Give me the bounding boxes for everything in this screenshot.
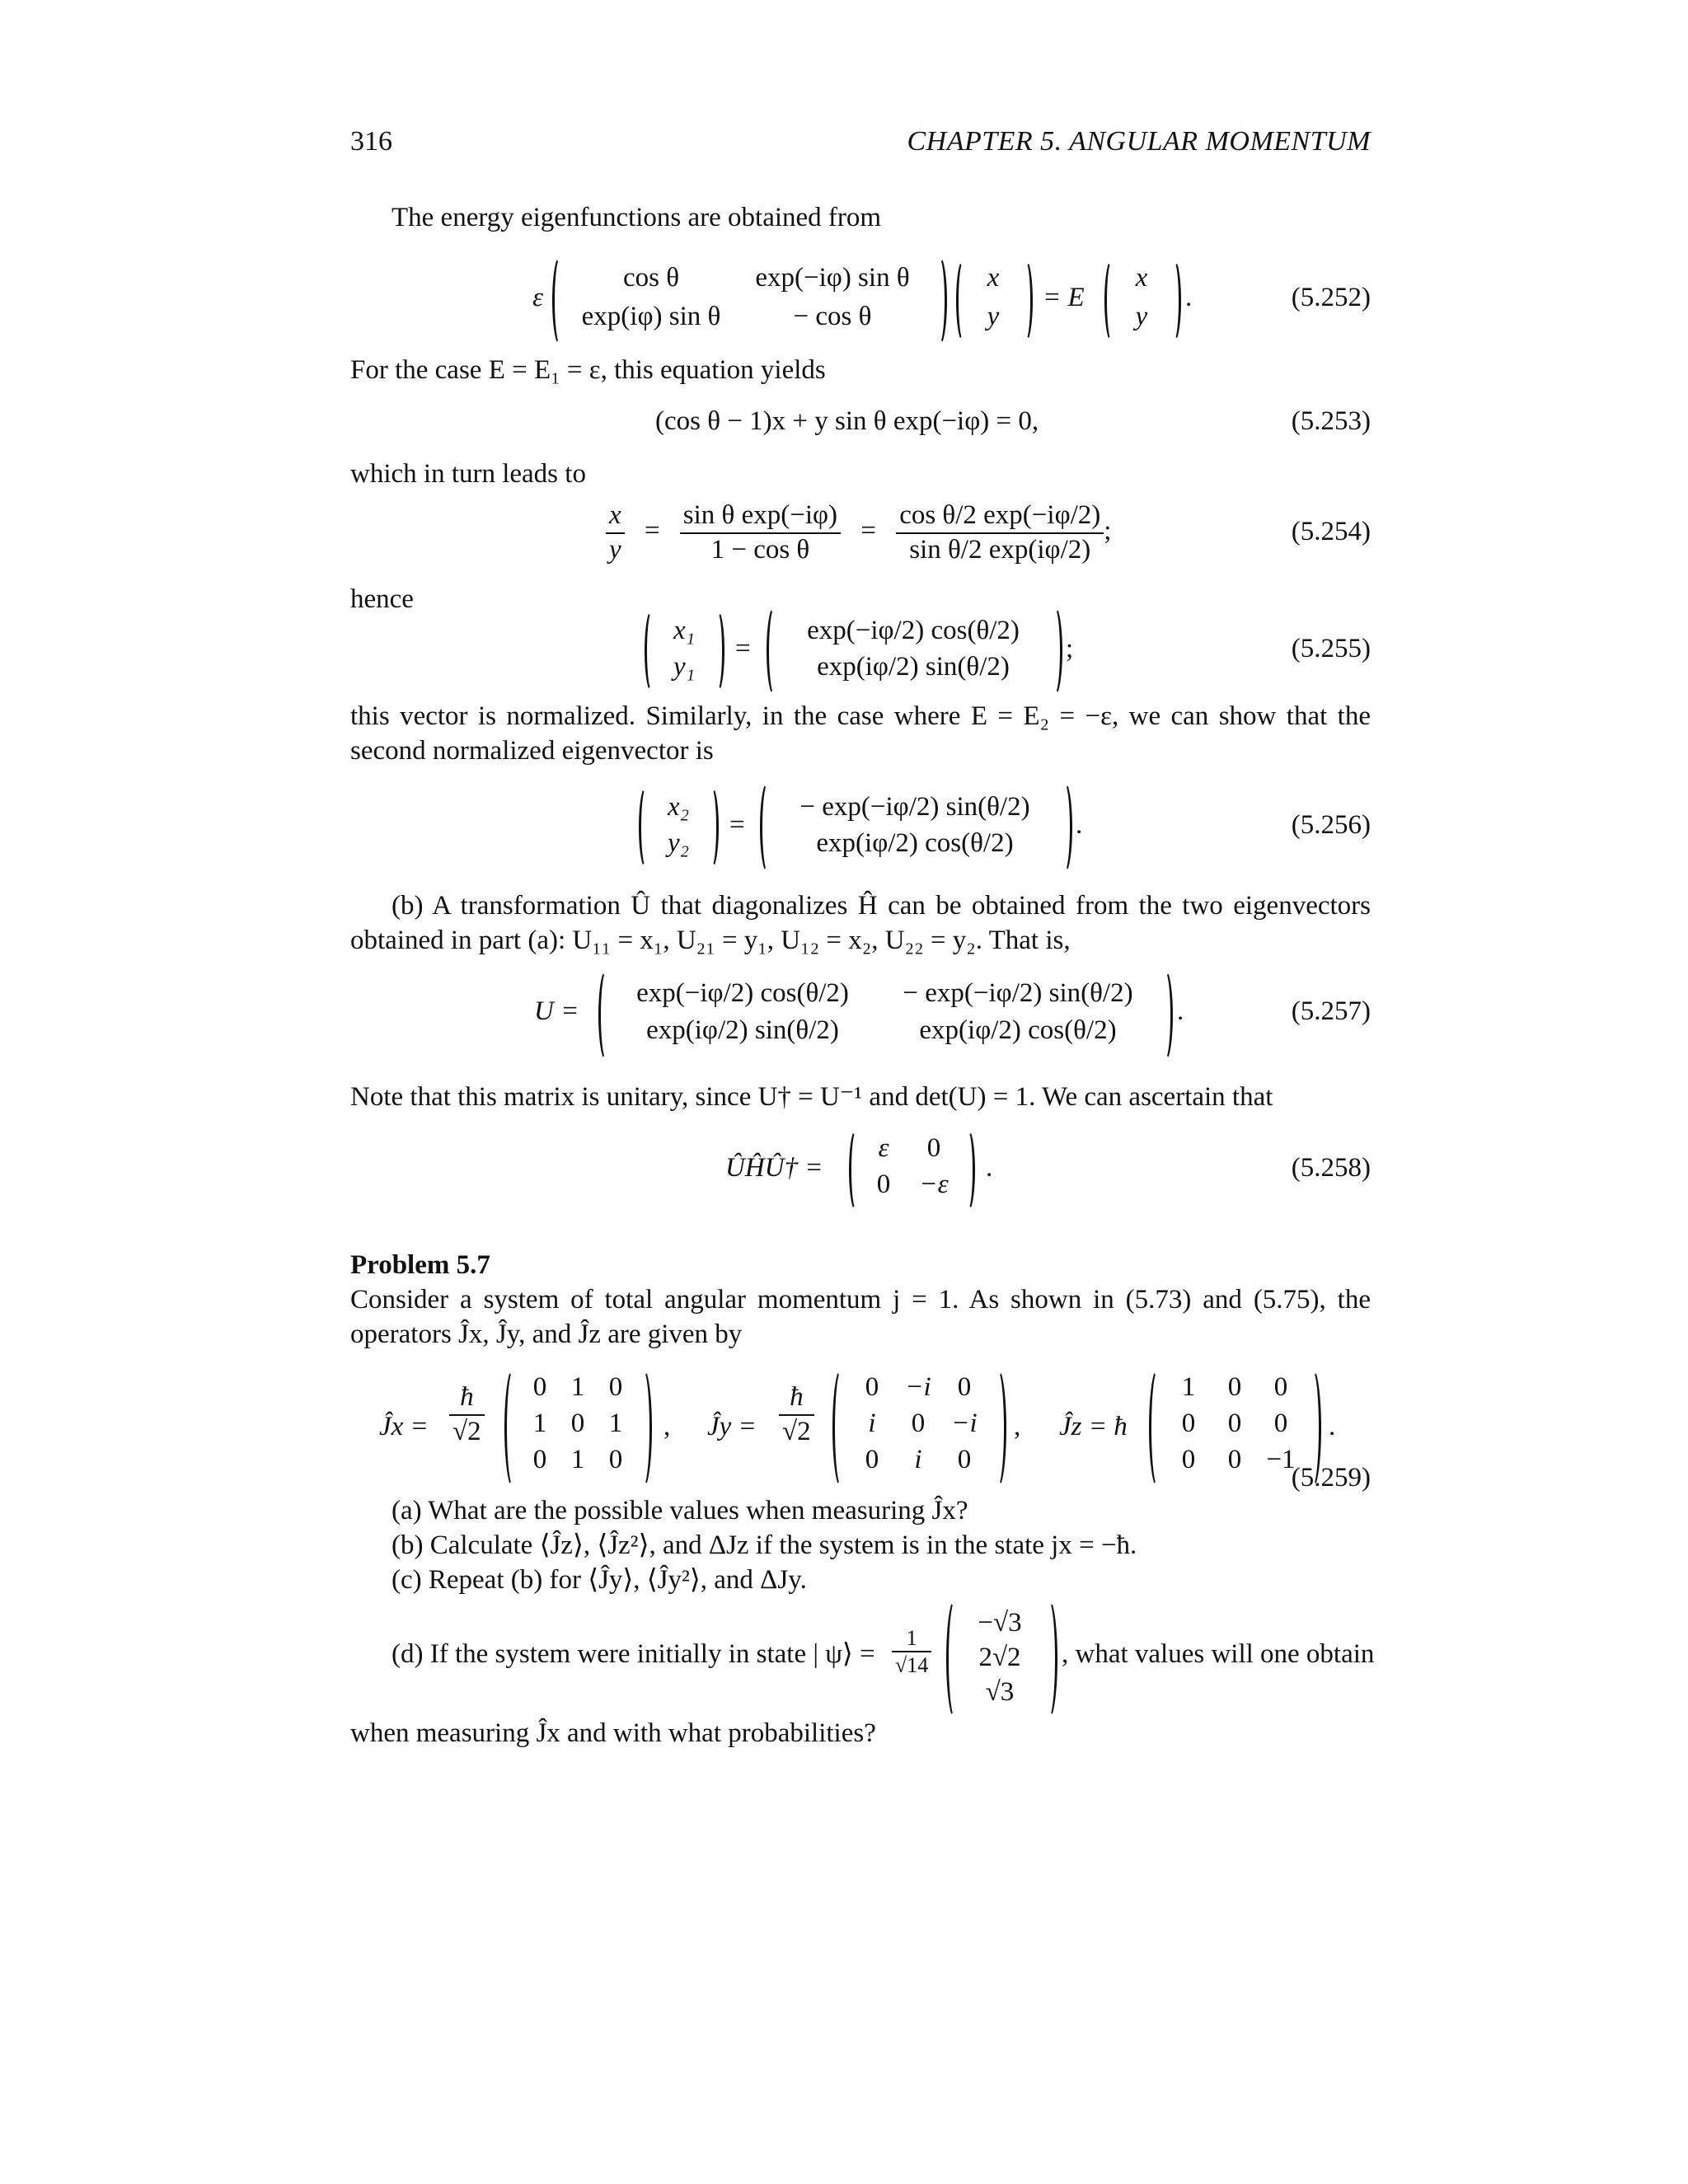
psi-c3: √3: [985, 1677, 1015, 1707]
eq259-jz-cell-1-0: 0: [1181, 1408, 1196, 1438]
eq259-jy-cell-2-1: i: [914, 1445, 922, 1474]
equation-5-254: $\frac{x}{y}$ = $\frac{\text{sin θ exp(−iφ)}}{\text{1 − cos θ}}$ = $\frac{\text{cos θ/2 exp(−iφ/2)}}{\text{sin θ/2 exp(iφ/2)}}$ ;: [606, 499, 1111, 566]
paragraph-intro: The energy eigenfunctions are obtained from: [392, 203, 882, 232]
eq259-jz-cell-0-2: 0: [1273, 1372, 1288, 1402]
eq259-jz-cell-1-2: 0: [1273, 1408, 1288, 1438]
psi-left-paren: [946, 1599, 964, 1719]
eq252-vec-left-paren: [956, 260, 970, 342]
eq259-jx-cell-0-1: 1: [570, 1372, 585, 1402]
eq-number-5-258: (5.258): [1291, 1153, 1371, 1183]
paragraph-leads-to: which in turn leads to: [350, 459, 586, 489]
eq259-jz-lhs: Ĵz = ħ: [1059, 1412, 1128, 1441]
eq255-v2: y₁: [673, 652, 696, 682]
eq256-v1: x₂: [667, 792, 690, 822]
eq259-jz-cell-2-0: 0: [1181, 1445, 1196, 1474]
question-d: (d) If the system were initially in state | ψ⟩ =: [392, 1639, 875, 1669]
eq257-m21: exp(iφ/2) sin(θ/2): [646, 1015, 839, 1045]
eq-number-5-256: (5.256): [1291, 810, 1371, 840]
paragraph-hence: hence: [350, 584, 414, 614]
eq-number-5-253: (5.253): [1291, 406, 1371, 436]
eq252-v1: x: [987, 263, 1000, 293]
eq252-w2: y: [1135, 302, 1148, 331]
eq259-jy-cell-0-1: −i: [905, 1372, 931, 1402]
page-number: 316: [350, 126, 392, 157]
eq256-lvec-left-paren: [639, 786, 653, 869]
eq252-m21: exp(iφ) sin θ: [581, 302, 721, 331]
eq259-jx-cell-2-2: 0: [608, 1445, 623, 1474]
eq259-jy-cell-1-2: −i: [951, 1408, 978, 1438]
eq252-m11: cos θ: [622, 263, 680, 293]
eq255-rvec-left-paren: [767, 606, 782, 696]
paragraph-normalized: this vector is normalized. Similarly, in the case where E = E₂ = −ε, we can show that the second normalized eigenvector is: [350, 701, 1371, 766]
eq-number-5-254: (5.254): [1291, 517, 1371, 546]
eq252-period: .: [1185, 283, 1193, 312]
eq259-jx-right-paren: [635, 1368, 652, 1488]
eq-number-5-259: (5.259): [1291, 1463, 1371, 1493]
eq258-lhs: ÛĤÛ† =: [725, 1153, 823, 1183]
eq259-period: .: [1329, 1412, 1336, 1441]
eq257-lhs: U =: [534, 996, 579, 1026]
eq259-jx-cell-2-0: 0: [532, 1445, 547, 1474]
eq255-r2: exp(iφ/2) sin(θ/2): [817, 652, 1010, 682]
eq259-comma1: ,: [663, 1412, 671, 1441]
eq256-lvec-right-paren: [705, 786, 719, 869]
eq259-jx-lhs: Ĵx =: [379, 1412, 429, 1441]
eq259-jz-cell-0-1: 0: [1227, 1372, 1242, 1402]
eq259-jy-cell-2-2: 0: [957, 1445, 972, 1474]
eq252-right-paren: [931, 255, 947, 346]
eq257-left-paren: [598, 969, 614, 1062]
eq-number-5-257: (5.257): [1291, 996, 1371, 1026]
eq257-period: .: [1177, 996, 1184, 1026]
eq252-vec-right-paren: [1019, 260, 1033, 342]
problem-title: Problem 5.7: [350, 1250, 490, 1280]
eq257-m22: exp(iφ/2) cos(θ/2): [919, 1015, 1117, 1045]
eq259-jx-cell-1-2: 1: [608, 1408, 623, 1438]
eq255-v1: x₁: [673, 616, 696, 645]
psi-c1: −√3: [978, 1608, 1022, 1638]
eq258-m22: −ε: [919, 1169, 949, 1199]
question-d-end: when measuring Ĵx and with what probabilities?: [350, 1718, 876, 1748]
eq258-m21: 0: [876, 1169, 891, 1199]
eq255-r1: exp(−iφ/2) cos(θ/2): [807, 616, 1020, 645]
eq257-right-paren: [1157, 969, 1173, 1062]
eq-number-5-255: (5.255): [1291, 634, 1371, 663]
question-c: (c) Repeat (b) for ⟨Ĵy⟩, ⟨Ĵy²⟩, and ΔJy.: [392, 1565, 807, 1595]
paragraph-unitary: Note that this matrix is unitary, since U† = U⁻¹ and det(U) = 1. We can ascertain that: [350, 1082, 1273, 1112]
eq259-jy-cell-0-0: 0: [865, 1372, 879, 1402]
psi-c2: 2√2: [978, 1643, 1021, 1672]
eq-number-5-252: (5.252): [1291, 283, 1371, 312]
eq257-m12: − exp(−iφ/2) sin(θ/2): [903, 978, 1133, 1008]
eq259-jz-cell-2-1: 0: [1227, 1445, 1242, 1474]
eq259-jz-cell-1-1: 0: [1227, 1408, 1242, 1438]
eq258-m12: 0: [926, 1133, 941, 1163]
eq256-period: .: [1076, 810, 1083, 840]
eq259-jz-left-paren: [1149, 1368, 1166, 1488]
eq255-semicolon: ;: [1066, 634, 1074, 663]
psi-right-paren: [1040, 1599, 1057, 1719]
eq259-jz-cell-2-2: −1: [1266, 1445, 1296, 1474]
eq254-frac-sin: $\frac{\text{sin θ exp(−iφ)}}{\text{1 − cos θ}}$: [680, 499, 841, 566]
eq252-left-paren: [552, 255, 568, 346]
eq259-jx-cell-1-1: 0: [570, 1408, 585, 1438]
paragraph-case-e1: For the case E = E₁ = ε, this equation yields: [350, 355, 826, 385]
question-b: (b) Calculate ⟨Ĵz⟩, ⟨Ĵz²⟩, and ΔJz if the system is in the state jx = −ħ.: [392, 1530, 1137, 1560]
paragraph-problem-statement: Consider a system of total angular momentum j = 1. As shown in (5.73) and (5.75), the operators Ĵx, Ĵy, and Ĵz are given by: [350, 1285, 1371, 1349]
equation-5-253: (cos θ − 1)x + y sin θ exp(−iφ) = 0,: [655, 406, 1039, 436]
eq258-left-paren: [849, 1129, 863, 1212]
eq256-r2: exp(iφ/2) cos(θ/2): [816, 828, 1014, 858]
eq252-equals: = E: [1043, 283, 1085, 312]
eq255-lvec-left-paren: [645, 610, 659, 692]
eq252-m12: exp(−iφ) sin θ: [755, 263, 910, 293]
eq259-jx-cell-1-0: 1: [532, 1408, 547, 1438]
eq259-jz-cell-0-0: 1: [1181, 1372, 1196, 1402]
eq259-jy-cell-2-0: 0: [865, 1445, 879, 1474]
eq259-jy-right-paren: [989, 1368, 1006, 1488]
eq259-jx-left-paren: [504, 1368, 522, 1488]
eq258-right-paren: [961, 1129, 975, 1212]
running-head: CHAPTER 5. ANGULAR MOMENTUM: [907, 126, 1371, 157]
eq254-frac-xy: $\frac{x}{y}$: [606, 499, 625, 566]
eq259-comma2: ,: [1014, 1412, 1021, 1441]
eq252-v2: y: [987, 302, 1000, 331]
eq256-rvec-left-paren: [760, 781, 776, 874]
eq255-lvec-right-paren: [710, 610, 724, 692]
eq255-rvec-right-paren: [1047, 606, 1062, 696]
eq258-m11: ε: [878, 1133, 889, 1163]
question-a: (a) What are the possible values when measuring Ĵx?: [392, 1496, 968, 1526]
eq256-rvec-right-paren: [1057, 781, 1072, 874]
eq259-jx-cell-0-2: 0: [608, 1372, 623, 1402]
eq256-r1: − exp(−iφ/2) sin(θ/2): [799, 792, 1030, 822]
eq258-period: .: [986, 1153, 993, 1183]
eq259-jx-cell-2-1: 1: [570, 1445, 585, 1474]
eq256-v2: y₂: [667, 828, 690, 858]
eq259-jy-coef: $\frac{ħ}{√2}$: [779, 1381, 814, 1448]
eq252-m22: − cos θ: [793, 302, 872, 331]
eq252-rvec-right-paren: [1167, 260, 1181, 342]
eq252-prefix: ε: [532, 283, 544, 312]
eq259-jy-left-paren: [832, 1368, 850, 1488]
eq259-jy-cell-0-2: 0: [957, 1372, 972, 1402]
eq259-jx-cell-0-0: 0: [532, 1372, 547, 1402]
question-d-tail: , what values will one obtain: [1062, 1639, 1375, 1669]
eq252-w1: x: [1135, 263, 1148, 293]
paragraph-transformation: (b) A transformation Û that diagonalizes Ĥ can be obtained from the two eigenvectors obtained in part (a): U₁₁ = x₁, U₂₁ = y₁, U₁₂ = x₂, U₂₂ = y₂. That is,: [350, 891, 1371, 955]
psi-coef: $\frac{1}{√14}$: [892, 1625, 931, 1678]
eq252-rvec-left-paren: [1104, 260, 1118, 342]
eq254-frac-half: $\frac{\text{cos θ/2 exp(−iφ/2)}}{\text{sin θ/2 exp(iφ/2)}}$: [896, 499, 1104, 566]
eq259-jy-cell-1-0: i: [868, 1408, 876, 1438]
eq259-jy-cell-1-1: 0: [911, 1408, 926, 1438]
eq259-jx-coef: $\frac{ħ}{√2}$: [449, 1381, 485, 1448]
eq259-jy-lhs: Ĵy =: [707, 1412, 757, 1441]
eq257-m11: exp(−iφ/2) cos(θ/2): [636, 978, 849, 1008]
